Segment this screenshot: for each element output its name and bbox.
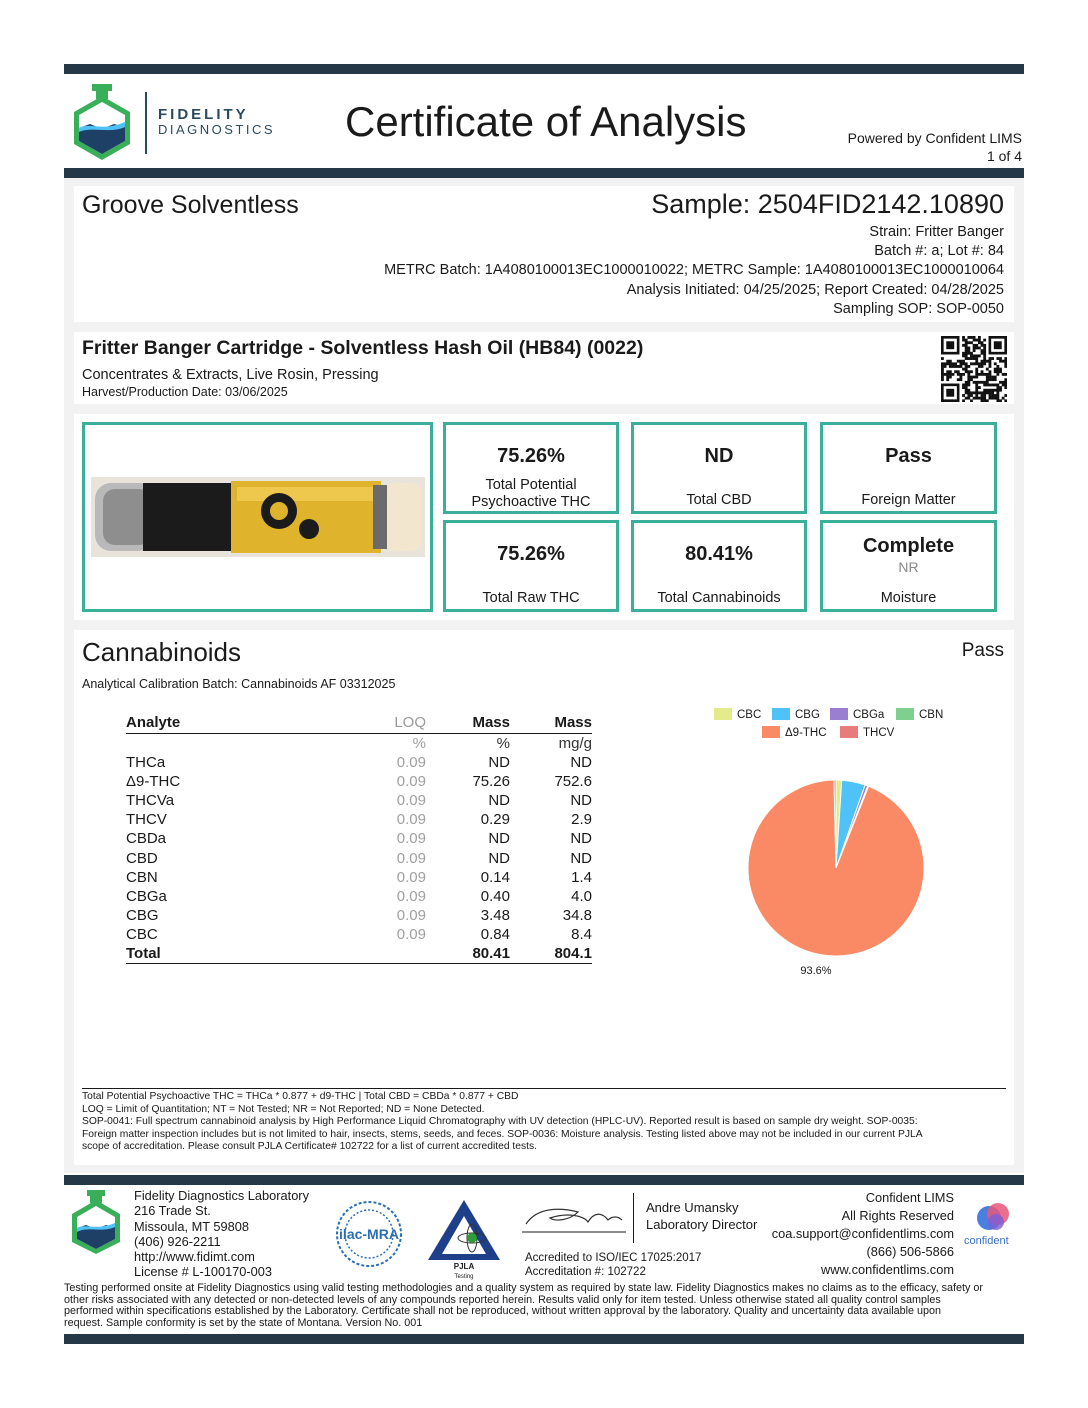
foreign-matter-value: Pass — [885, 445, 932, 467]
cell-mass-pct: ND — [488, 849, 510, 867]
cell-loq: 0.09 — [396, 868, 426, 886]
cell-mass-mg: 8.4 — [571, 926, 592, 944]
signature-image — [522, 1198, 626, 1238]
total-cannabinoids-value: 80.41% — [685, 543, 753, 565]
disclaimer-line: request. Sample conformity is set by the state of Montana. Version No. 001 — [64, 1316, 423, 1329]
table-row — [126, 810, 592, 829]
cell-loq: 0.09 — [396, 811, 426, 829]
total-potential-thc-label-1: Total Potential — [485, 477, 577, 493]
pie-slice-label: 93.6% — [800, 965, 832, 977]
table-row — [126, 925, 592, 944]
cell-analyte: THCVa — [126, 791, 175, 809]
top-bar — [64, 64, 1024, 74]
total-cell-analyte: Total — [126, 944, 296, 964]
total-cell-mass-mg: 804.1 — [510, 944, 592, 964]
disclaimer-line: performed within specifications established by the Laboratory. Certificate shall not be reproduced, without written approval by the laboratory. Quality and uncertainty data available upon — [64, 1305, 942, 1318]
header-loq: LOQ — [296, 712, 426, 733]
legend-label: THCV — [863, 727, 895, 739]
lab-line: Missoula, MT 59808 — [134, 1218, 249, 1234]
cell-mass-pct: 0.84 — [480, 926, 510, 944]
cell-mass-pct: 0.14 — [480, 868, 510, 886]
foreign-matter-tile — [820, 422, 997, 514]
cell-mass-mg: 4.0 — [571, 887, 592, 905]
total-raw-thc-label: Total Raw THC — [482, 590, 580, 606]
product-photo-frame — [82, 422, 433, 612]
cell-loq: 0.09 — [396, 849, 426, 867]
note-line: scope of accreditation. Please consult PJLA Certificate# 102722 for a list of current accredited tests. — [82, 1141, 538, 1153]
cell-mass-mg: 34.8 — [562, 907, 592, 925]
units-row — [126, 733, 592, 753]
logo-wordmark-bottom: DIAGNOSTICS — [158, 122, 276, 137]
total-raw-thc-tile — [443, 520, 619, 612]
total-cbd-label: Total CBD — [686, 492, 752, 508]
table-row — [126, 868, 592, 887]
note-line: Total Potential Psychoactive THC = THCa * 0.877 + d9-THC | Total CBD = CBDa * 0.877 + CBD — [82, 1091, 519, 1102]
pjla-logo-icon — [426, 1198, 502, 1280]
product-category: Concentrates & Extracts, Live Rosin, Pressing — [82, 367, 379, 383]
harvest-date: Harvest/Production Date: 03/06/2025 — [82, 385, 288, 399]
moisture-tile — [820, 520, 997, 612]
header-divider-bar — [64, 168, 1024, 178]
table-header-row — [126, 712, 592, 733]
cannabinoids-table — [126, 712, 592, 964]
cell-mass-mg: ND — [570, 791, 592, 809]
pjla-sub: Testing — [454, 1274, 474, 1280]
legend-label: CBGa — [853, 709, 885, 721]
moisture-label: Moisture — [880, 590, 937, 606]
disclaimer-line: Testing performed onsite at Fidelity Diagnostics using valid testing methodologies and a quality system as required by state law. Fidelity Diagnostics makes no claims as to the efficacy, safety or — [64, 1282, 983, 1294]
lab-address — [134, 1188, 309, 1280]
table-row — [126, 887, 592, 906]
legend-swatch — [840, 726, 858, 738]
table-row — [126, 772, 592, 791]
fidelity-footer-logo-icon — [68, 1188, 124, 1256]
header-mass-mg: Mass — [510, 712, 592, 733]
lab-website-link[interactable]: http://www.fidimt.com — [134, 1249, 255, 1265]
cell-mass-mg: 1.4 — [571, 868, 592, 886]
cell-mass-pct: 3.48 — [480, 907, 510, 925]
footer-top-bar — [64, 1175, 1024, 1185]
cell-analyte: Δ9-THC — [126, 772, 181, 790]
unit-cell-loq: % — [412, 734, 426, 752]
accreditation-number: Accreditation #: 102722 — [525, 1266, 646, 1278]
unit-cell-analyte — [126, 733, 296, 753]
disclaimer-line: other risks associated with any detected or non-detected levels of any compounds reported herein. Results valid only for item tested. Unless otherwise stated all quality control samples — [64, 1293, 941, 1306]
total-cbd-value: ND — [704, 445, 734, 467]
signer-title: Laboratory Director — [646, 1217, 758, 1232]
confident-phone: (866) 506-5866 — [866, 1244, 954, 1259]
page-number: 1 of 4 — [986, 148, 1022, 164]
total-potential-thc-label-2: Psychoactive THC — [471, 494, 591, 510]
cell-analyte: CBN — [126, 868, 158, 886]
powered-by: Powered by Confident LIMS — [847, 130, 1022, 146]
legend-label: CBN — [919, 709, 944, 721]
total-row — [126, 944, 592, 964]
table-row — [126, 829, 592, 848]
legend-swatch — [896, 708, 914, 720]
table-row — [126, 906, 592, 925]
strain: Strain: Fritter Banger — [869, 224, 1004, 240]
cell-analyte: CBC — [126, 926, 158, 944]
confident-line: Confident LIMS — [865, 1190, 954, 1205]
legend-swatch — [830, 708, 848, 720]
metrc-info: METRC Batch: 1A4080100013EC1000010022; METRC Sample: 1A4080100013EC1000010064 — [384, 262, 1004, 278]
unit-cell-mass-pct: % — [496, 734, 510, 752]
cell-loq: 0.09 — [396, 926, 426, 944]
legend-swatch — [772, 708, 790, 720]
legend-swatch — [762, 726, 780, 738]
confident-wordmark: confident — [964, 1235, 1009, 1247]
cell-loq: 0.09 — [396, 772, 426, 790]
cell-analyte: CBG — [126, 907, 159, 925]
total-cannabinoids-label: Total Cannabinoids — [657, 590, 781, 606]
signature-divider — [633, 1193, 634, 1243]
legend-label: CBG — [795, 709, 820, 721]
cell-mass-pct: 0.29 — [480, 811, 510, 829]
cell-analyte: THCa — [126, 753, 166, 771]
cell-mass-pct: 0.40 — [480, 887, 510, 905]
lab-line: License # L-100170-003 — [134, 1264, 273, 1280]
cell-loq: 0.09 — [396, 887, 426, 905]
logo-wordmark-top: FIDELITY — [158, 106, 249, 123]
legend-swatch — [714, 708, 732, 720]
confident-website-link[interactable]: www.confidentlims.com — [821, 1262, 954, 1277]
cell-loq: 0.09 — [396, 830, 426, 848]
logo-divider — [145, 92, 147, 154]
sampling-sop: Sampling SOP: SOP-0050 — [833, 301, 1004, 317]
page-title: Certificate of Analysis — [345, 98, 747, 145]
moisture-value: Complete — [862, 535, 955, 557]
header-analyte: Analyte — [126, 712, 296, 733]
note-line: Foreign matter inspection includes but is not limited to hair, insects, stems, seeds, and feces. SOP-0036: Moisture analysis. Testing listed above may not be included in our current PJLA — [82, 1128, 923, 1140]
lab-line: 216 Trade St. — [134, 1203, 211, 1219]
header-mass-pct: Mass — [426, 712, 510, 733]
moisture-sub: NR — [898, 559, 919, 575]
cell-mass-mg: ND — [570, 753, 592, 771]
pjla-text: PJLA — [453, 1262, 475, 1271]
qr-code-icon[interactable] — [941, 336, 1007, 402]
confident-logo-icon — [974, 1200, 1014, 1234]
accreditation-standard: Accredited to ISO/IEC 17025:2017 — [525, 1252, 702, 1264]
lab-line: (406) 926-2211 — [134, 1233, 221, 1249]
disclaimer — [64, 1283, 1024, 1329]
cell-mass-mg: ND — [570, 849, 592, 867]
table-row — [126, 753, 592, 772]
table-row — [126, 791, 592, 810]
cell-analyte: CBD — [126, 849, 158, 867]
ilac-mra-logo-icon — [328, 1200, 410, 1270]
cell-mass-mg: 752.6 — [554, 772, 592, 790]
cell-loq: 0.09 — [396, 753, 426, 771]
cell-mass-pct: ND — [488, 830, 510, 848]
notes-rule — [82, 1088, 1006, 1089]
cell-mass-pct: ND — [488, 753, 510, 771]
cell-analyte: CBDa — [126, 830, 167, 848]
cell-loq: 0.09 — [396, 791, 426, 809]
client-name: Groove Solventless — [82, 191, 299, 219]
total-potential-thc-value: 75.26% — [497, 445, 565, 467]
confident-email-link[interactable]: coa.support@confidentlims.com — [771, 1226, 954, 1241]
table-row — [126, 848, 592, 867]
legend-label: CBC — [737, 709, 762, 721]
cannabinoids-title: Cannabinoids — [82, 637, 242, 667]
confident-contact — [772, 1189, 954, 1279]
note-line: SOP-0041: Full spectrum cannabinoid analysis by High Performance Liquid Chromatography with UV detection (HPLC-UV). Reported result is based on sample dry weight. SOP-0035: — [82, 1116, 918, 1128]
total-cannabinoids-tile — [631, 520, 807, 612]
note-line: LOQ = Limit of Quantitation; NT = Not Tested; NR = Not Reported; ND = None Detected. — [82, 1103, 485, 1115]
method-notes — [82, 1091, 1012, 1154]
total-cell-mass-pct: 80.41 — [426, 944, 510, 964]
cannabinoids-status: Pass — [961, 640, 1004, 661]
total-cbd-tile — [631, 422, 807, 514]
signer-block — [646, 1199, 757, 1233]
cartridge-photo — [91, 477, 425, 557]
analysis-dates: Analysis Initiated: 04/25/2025; Report Created: 04/28/2025 — [626, 282, 1004, 298]
cell-loq: 0.09 — [396, 907, 426, 925]
calibration-batch: Analytical Calibration Batch: Cannabinoids AF 03312025 — [82, 677, 396, 691]
ilac-text: ilac-MRA — [339, 1226, 399, 1242]
legend-label: Δ9-THC — [785, 727, 827, 739]
product-name: Fritter Banger Cartridge - Solventless Hash Oil (HB84) (0022) — [82, 337, 644, 359]
total-raw-thc-value: 75.26% — [497, 543, 565, 565]
unit-cell-mass-mg: mg/g — [558, 734, 592, 752]
accreditation — [525, 1251, 701, 1279]
cell-mass-mg: ND — [570, 830, 592, 848]
total-potential-thc-tile — [443, 422, 619, 514]
cell-mass-pct: 75.26 — [472, 772, 510, 790]
fidelity-logo-icon — [70, 82, 134, 162]
batch-lot: Batch #: a; Lot #: 84 — [874, 243, 1004, 259]
total-cell-loq — [296, 944, 426, 964]
sample-id: Sample: 2504FID2142.10890 — [651, 189, 1004, 219]
bottom-bar — [64, 1334, 1024, 1344]
cell-mass-mg: 2.9 — [571, 811, 592, 829]
cannabinoid-pie-chart — [700, 700, 1000, 990]
signer-name: Andre Umansky — [646, 1200, 739, 1215]
cell-mass-pct: ND — [488, 791, 510, 809]
cell-analyte: THCV — [126, 811, 167, 829]
cell-analyte: CBGa — [126, 887, 167, 905]
confident-line: All Rights Reserved — [841, 1208, 954, 1223]
lab-line: Fidelity Diagnostics Laboratory — [134, 1188, 309, 1203]
foreign-matter-label: Foreign Matter — [861, 492, 956, 508]
